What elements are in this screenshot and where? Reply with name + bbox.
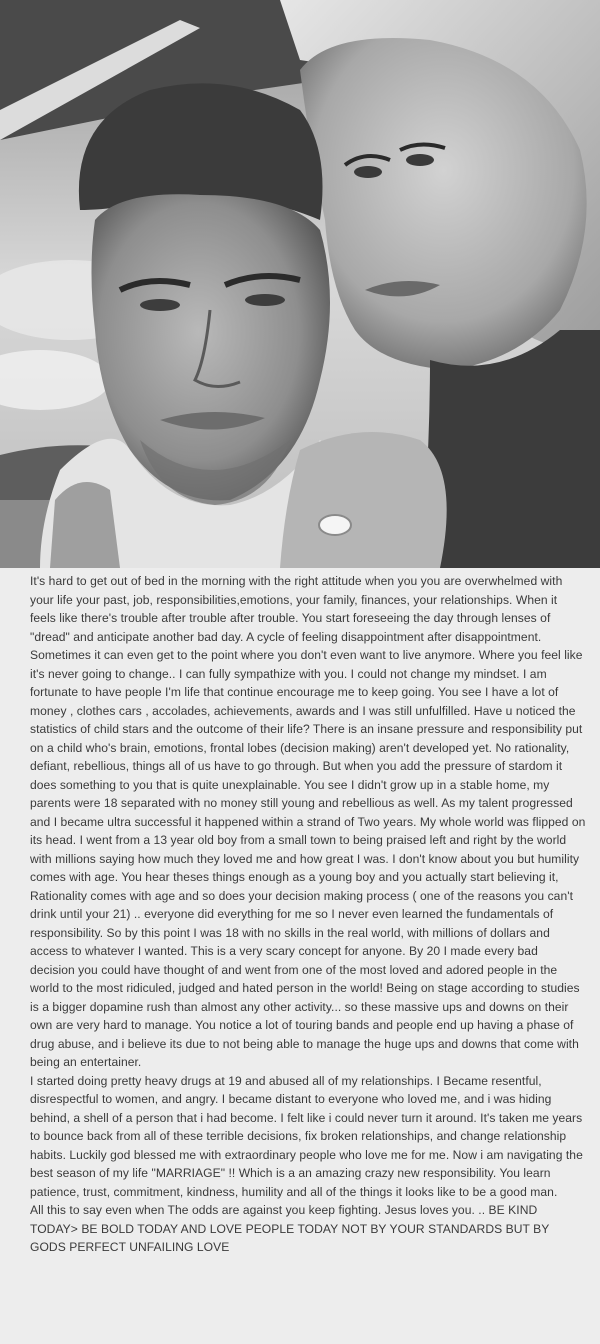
caption-paragraph-1: It's hard to get out of bed in the morning with the right attitude when you you are overwhelmed with your life your past, job, responsibilities,emotions, your family, finances, your relationships. When it feels like there's trouble after trouble after trouble. You start foreseeing the day through lenses of "dread" and anticipate another bad day. A cycle of feeling disappointment after disappointment. Sometimes it can even get to the point where you don't even want to live anymore. Where you feel like it's never going to change.. I can fully sympathize with you. I could not change my mindset. I am fortunate to have people I'm life that continue encourage me to keep going. You see I have a lot of money , clothes cars , accolades, achievements, awards and I was still unfulfilled. Have u noticed the statistics of child stars and the outcome of their life? There is an insane pressure and responsibility put on a child who's brain, emotions, frontal lobes (decision making) aren't developed yet. No rationality, defiant, rebellious, things all of us have to go through. But when you add the pressure of stardom it does something to you that is quite unexplainable. You see I didn't grow up in a stable home, my parents were 18 separated with no money still young and rebellious as well. As my talent progressed and I became ultra successful it happened within a strand of Two years. My whole world was flipped on its head. I went from a 13 year old boy from a small town to being praised left and right by the world with millions saying how much they loved me and how great I was. I don't know about you but humility comes with age. You hear theses things enough as a young boy and you actually start believing it, Rationality comes with age and so does your decision making process ( one of the reasons you can't drink until your 21) .. everyone did everything for me so I never even learned the fundamentals of responsibility. So by this point I was 18 with no skills in the real world, with millions of dollars and access to whatever I wanted. This is a very scary concept for anyone. By 20 I made every bad decision you could have thought of and went from one of the most loved and adored people in the world to the most ridiculed, judged and hated person in the world! Being on stage according to studies is a bigger dopamine rush than almost any other activity... so these massive ups and downs on their own are very hard to manage. You notice a lot of touring bands and people end up having a phase of drug abuse, and i believe its due to not being able to manage the huge ups and downs that come with being an entertainer.	[30, 574, 586, 1069]
couple-photo-illustration	[0, 0, 600, 568]
caption-paragraph-3: All this to say even when The odds are against you keep fighting. Jesus loves you. .. BE KIND TODAY> BE BOLD TODAY AND LOVE PEOPLE TODAY NOT BY YOUR STANDARDS BUT BY GODS PERFECT UNFAILING LOVE	[30, 1203, 550, 1254]
couple-photo	[0, 0, 600, 568]
caption-paragraph-2: I started doing pretty heavy drugs at 19 and abused all of my relationships. I Became resentful, disrespectful to women, and angry. I became distant to everyone who loved me, and i was hiding behind, a shell of a person that i had become. I felt like i could never turn it around. It's taken me years to bounce back from all of these terrible decisions, fix broken relationships, and change relationship habits. Luckily god blessed me with extraordinary people who love me for me. Now i am navigating the best season of my life "MARRIAGE" !! Which is a an amazing crazy new responsibility. You learn patience, trust, commitment, kindness, humility and all of the things it looks like to be a good man.	[30, 1073, 583, 1199]
post-caption	[30, 572, 586, 1257]
